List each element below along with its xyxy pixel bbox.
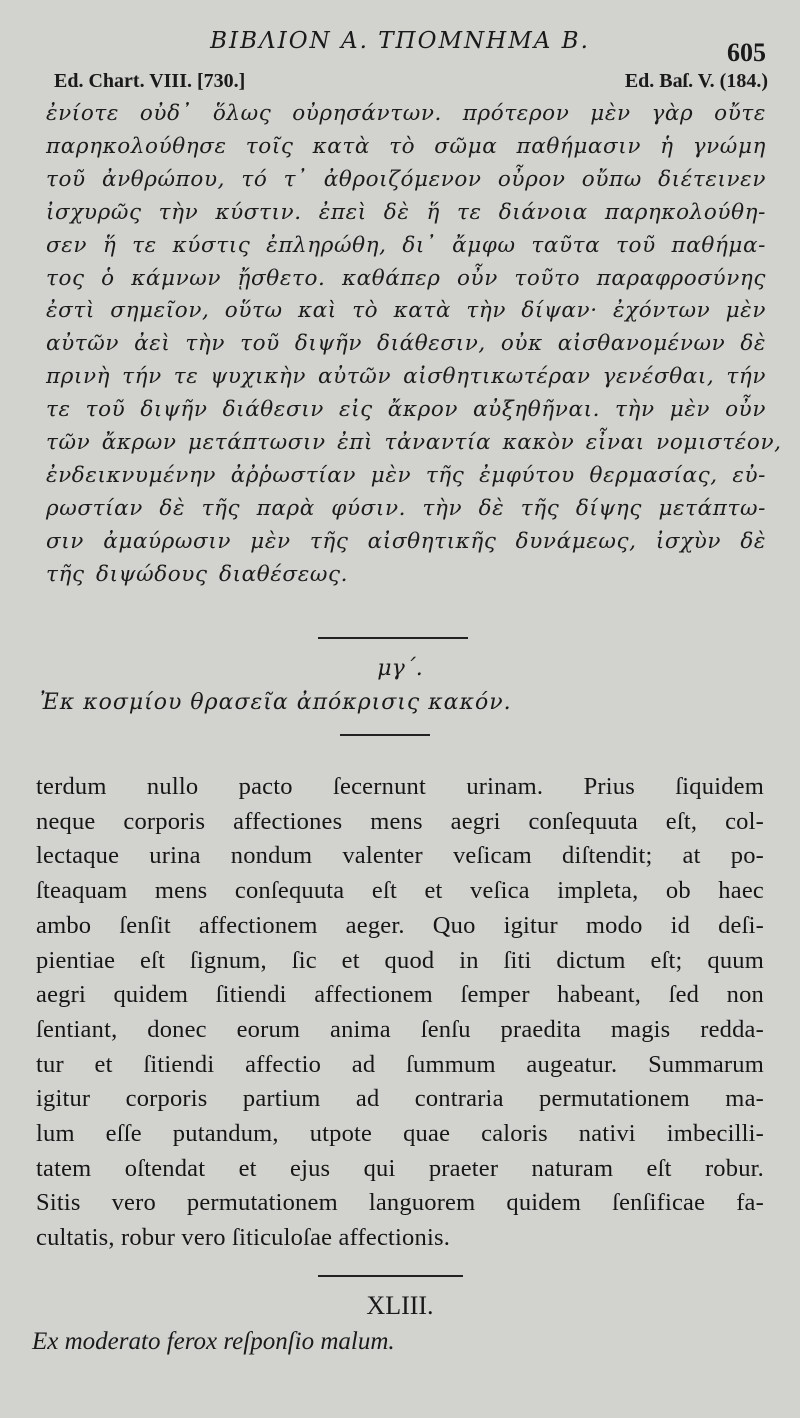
- greek-line: παρηκολούθησε τοῖς κατὰ τὸ σῶμα παθήμασιν ἡ γνώμη: [46, 133, 766, 159]
- greek-line: πρινὴ τήν τε ψυχικὴν αὐτῶν αἰσθητικωτέραν γενέσθαι, τήν: [46, 364, 766, 390]
- greek-line: ἐστὶ σημεῖον, οὕτω καὶ τὸ κατὰ τὴν δίψαν· ἐχόντων μὲν: [46, 298, 766, 324]
- section-divider: [318, 637, 468, 639]
- latin-line: tatem oſtendat et ejus qui praeter naturam eſt robur.: [36, 1154, 764, 1182]
- greek-line: σεν ἥ τε κύστις ἐπληρώθη, δι᾽ ἄμφω ταῦτα τοῦ παθήμα-: [46, 232, 766, 258]
- running-title: ΒΙΒΛΙΟΝ Α. ΤΠΟΜΝΗΜΑ Β.: [210, 28, 590, 54]
- latin-line: ſteaquam mens conſequuta eſt et veſica impleta, ob haec: [36, 877, 764, 905]
- greek-line: ἐνίοτε οὐδ᾽ ὅλως οὐρησάντων. πρότερον μὲν γὰρ οὔτε: [46, 101, 766, 126]
- greek-line: σιν ἀμαύρωσιν μὲν τῆς αἰσθητικῆς δυνάμεως, ἰσχὺν δὲ: [46, 528, 766, 554]
- latin-line: neque corporis affectiones mens aegri conſequuta eſt, col-: [36, 807, 764, 835]
- latin-line: pientiae eſt ſignum, ſic et quod in ſiti dictum eſt; quum: [36, 946, 764, 974]
- latin-line: aegri quidem ſitiendi affectionem ſemper habeant, ſed non: [36, 981, 764, 1009]
- latin-line: terdum nullo pacto ſecernunt urinam. Prius ſiquidem: [36, 773, 764, 800]
- title-divider: [340, 734, 430, 736]
- edition-reference-right: Ed. Baſ. V. (184.): [624, 70, 768, 92]
- latin-line: igitur corporis partium ad contraria permutationem ma-: [36, 1085, 764, 1113]
- greek-line: αὐτῶν ἀεὶ τὴν τοῦ διψῆν διάθεσιν, οὐκ αἰσθανομένων δὲ: [46, 331, 766, 357]
- greek-line: ἰσχυρῶς τὴν κύστιν. ἐπεὶ δὲ ἥ τε διάνοια παρηκολούθη-: [46, 199, 766, 225]
- greek-line: ἐνδεικνυμένην ἀῤῥωστίαν μὲν τῆς ἐμφύτου θερμασίας, εὐ-: [46, 462, 766, 488]
- latin-translation-text: [36, 770, 764, 1256]
- latin-line: ſentiant, donec eorum anima ſenſu praedita magis redda-: [36, 1015, 764, 1043]
- greek-line: ρωστίαν δὲ τῆς παρὰ φύσιν. τὴν δὲ τῆς δίψης μετάπτω-: [46, 495, 766, 521]
- latin-line: lum eſſe putandum, utpote quae caloris nativi imbecilli-: [36, 1120, 764, 1148]
- latin-line: tur et ſitiendi affectio ad ſummum augeatur. Summarum: [36, 1050, 764, 1078]
- greek-line: τῶν ἄκρων μετάπτωσιν ἐπὶ τἀναντία κακὸν εἶναι νομιστέον,: [46, 430, 782, 456]
- page-number: 605: [727, 38, 766, 67]
- latin-line: Sitis vero permutationem languorem quidem ſenſificae fa-: [36, 1189, 764, 1217]
- greek-line: τος ὁ κάμνων ᾔσθετο. καθάπερ οὖν τοῦτο παραφροσύνης: [46, 265, 766, 291]
- greek-line: τε τοῦ διψῆν διάθεσιν εἰς ἄκρον αὐξηθῆναι. τὴν μὲν οὖν: [46, 397, 766, 423]
- latin-line: ambo ſenſit affectionem aeger. Quo igitur modo id deſi-: [36, 911, 764, 939]
- greek-section-number: μγ΄.: [377, 656, 423, 681]
- latin-line: cultatis, robur vero ſiticuloſae affectionis.: [36, 1224, 451, 1252]
- latin-section-number: XLIII.: [366, 1291, 434, 1320]
- latin-line: lectaque urina nondum valenter veſicam diſtendit; at po-: [36, 842, 764, 870]
- greek-line: τῆς διψώδους διαθέσεως.: [46, 561, 349, 587]
- edition-reference-left: Ed. Chart. VIII. [730.]: [54, 70, 246, 92]
- greek-line: τοῦ ἀνθρώπου, τό τ᾽ ἀθροιζόμενον οὖρον οὔπω διέτεινεν: [46, 166, 766, 192]
- greek-commentary-text: [46, 98, 782, 592]
- latin-section-title: Ex moderato ferox reſponſio malum.: [32, 1328, 395, 1355]
- section-divider: [318, 1275, 463, 1277]
- greek-section-title: Ἐκ κοσμίου θρασεῖα ἀπόκρισις κακόν.: [40, 690, 512, 715]
